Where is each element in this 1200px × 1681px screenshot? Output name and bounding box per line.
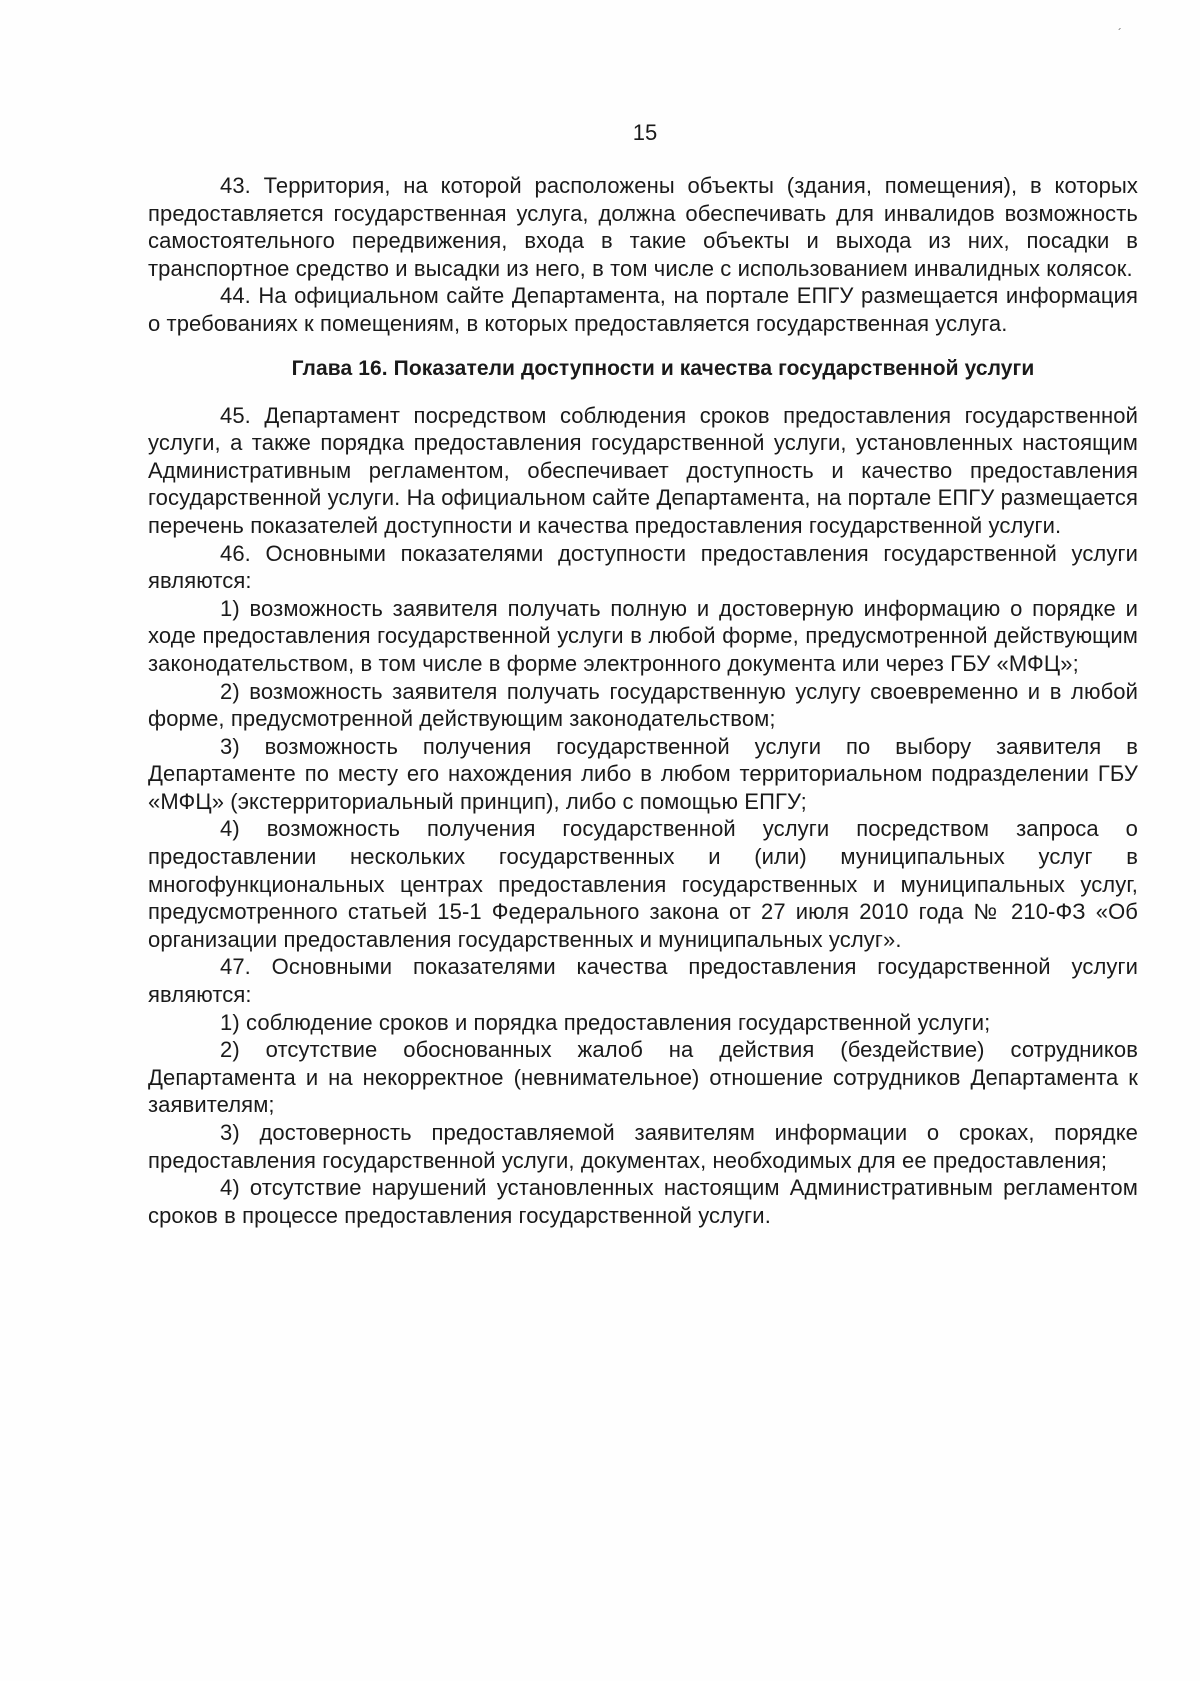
page-number: 15	[632, 120, 658, 145]
paragraph-46: 46. Основными показателями доступности предоставления государственной услуги являются:	[148, 540, 1138, 594]
paragraph-46-item-4: 4) возможность получения государственной услуги посредством запроса о предоставлении нескольких государственных и (или) муниципальных услуг в многофункциональных центрах предоставления государственных и муниципальных услуг, предусмотренного статьей 15-1 Федерального закона от 27 июля 2010 года № 210-ФЗ «Об организации предоставления государственных и муниципальных услуг».	[148, 816, 1138, 952]
document-body	[148, 172, 1138, 1229]
chapter-heading: Глава 16. Показатели доступности и качества государственной услуги	[291, 356, 1035, 380]
paragraph-47-item-1: 1) соблюдение сроков и порядка предоставления государственной услуги;	[220, 1009, 991, 1035]
paragraph-47-item-3: 3) достоверность предоставляемой заявителям информации о сроках, порядке предоставления государственной услуги, документах, необходимых для ее предоставления;	[148, 1120, 1138, 1173]
paragraph-47-item-2: 2) отсутствие обоснованных жалоб на действия (бездействие) сотрудников Департамента и на некорректное (невнимательное) отношение сотрудников Департамента к заявителям;	[148, 1037, 1138, 1118]
paragraph-46-item-2: 2) возможность заявителя получать государственную услугу своевременно и в любой форме, предусмотренной действующим законодательством;	[148, 678, 1138, 732]
paragraph-44: 44. На официальном сайте Департамента, на портале ЕПГУ размещается информация о требованиях к помещениям, в которых предоставляется государственная услуга.	[148, 283, 1138, 336]
paragraph-45: 45. Департамент посредством соблюдения сроков предоставления государственной услуги, а также порядка предоставления государственной услуги, установленных настоящим Административным регламентом, обеспечивает доступность и качество предоставления государственной услуги. На официальном сайте Департамента, на портале ЕПГУ размещается перечень показателей доступности и качества предоставления государственной услуги.	[148, 402, 1138, 538]
paragraph-47-item-4: 4) отсутствие нарушений установленных настоящим Административным регламентом сроков в процессе предоставления государственной услуги.	[148, 1175, 1138, 1228]
paragraph-46-item-1: 1) возможность заявителя получать полную и достоверную информацию о порядке и ходе предоставления государственной услуги в любой форме, предусмотренной действующим законодательством, в том числе в форме электронного документа или через ГБУ «МФЦ»;	[148, 595, 1138, 676]
paragraph-43: 43. Территория, на которой расположены объекты (здания, помещения), в которых предоставляется государственная услуга, должна обеспечивать для инвалидов возможность самостоятельного передвижения, входа в такие объекты и выхода из них, посадки в транспортное средство и высадки из него, в том числе с использованием инвалидных колясок.	[148, 173, 1138, 281]
scan-speck: ´	[1118, 26, 1122, 40]
paragraph-46-item-3: 3) возможность получения государственной услуги по выбору заявителя в Департаменте по месту его нахождения либо в любом территориальном подразделении ГБУ «МФЦ» (экстерриториальный принцип), либо с помощью ЕПГУ;	[148, 733, 1138, 814]
paragraph-47: 47. Основными показателями качества предоставления государственной услуги являются:	[148, 954, 1138, 1008]
